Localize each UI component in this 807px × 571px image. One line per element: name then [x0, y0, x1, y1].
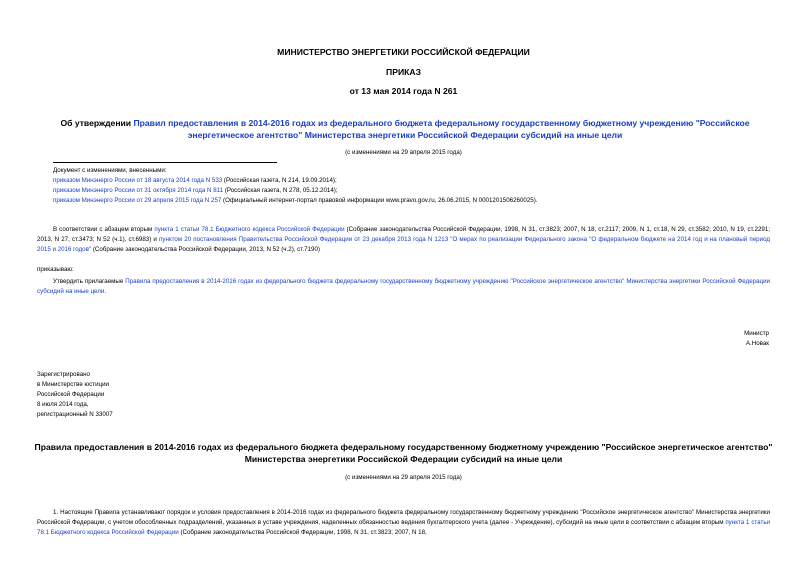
document-title-prefix: Об утверждении — [60, 118, 134, 128]
registration-line: в Министерстве юстиции — [37, 381, 110, 388]
government-decree-link[interactable]: пунктом 20 постановления Правительства Российской Федерации от 23 декабря 2013 года N 1213 "О мерах по реализации Федерального закона "О федеральном бюджете на 2014 год и на плановый период 2015 и 2016 годов" — [37, 236, 770, 253]
rules-title: Правила предоставления в 2014-2016 годах из федерального бюджета федеральному государственному бюджетному учреждению "Российское энергетическое агентство" Министерства энергетики Российской Федерации субсидий на иные цели — [34, 442, 773, 464]
registration-line: Российской Федерации — [37, 391, 105, 398]
amendment-link[interactable]: приказом Минэнерго России от 29 апреля 2015 года N 257 — [53, 197, 222, 204]
signature-block — [744, 329, 769, 349]
approve-text: . — [104, 288, 107, 295]
registration-line: регистрационный N 33007 — [37, 411, 113, 418]
preamble-text: (Собрание законодательства Российской Федерации, 2013, N 52 (ч.2), ст.7190) — [91, 246, 320, 253]
amendment-source: (Российская газета, N 278, 05.12.2014); — [223, 187, 338, 194]
amendments-divider — [53, 162, 277, 163]
signer-position: Министр — [744, 330, 769, 337]
document-title — [55, 117, 755, 141]
rules-changes-note: (с изменениями на 29 апреля 2015 года) — [345, 474, 462, 481]
amendment-item — [53, 186, 753, 196]
document-date-number: от 13 мая 2014 года N 261 — [349, 86, 458, 96]
rules-budget-code-link[interactable]: пункта 1 статьи 78.1 Бюджетного кодекса Российской Федерации — [37, 519, 770, 536]
amendment-source: (Российская газета, N 214, 19.09.2014); — [222, 177, 337, 184]
budget-code-link[interactable]: пункта 1 статьи 78.1 Бюджетного кодекса Российской Федерации — [154, 226, 345, 233]
registration-block — [37, 370, 113, 420]
ministry-heading: МИНИСТЕРСТВО ЭНЕРГЕТИКИ РОССИЙСКОЙ ФЕДЕРАЦИИ — [277, 47, 530, 57]
amendments-block — [53, 166, 753, 206]
registration-line: 8 июля 2014 года, — [37, 401, 89, 408]
approve-paragraph — [37, 277, 770, 297]
document-title-link[interactable]: Правил предоставления в 2014-2016 годах из федерального бюджета федеральному государственному бюджетному учреждению "Российское энергетическое агентство" Министерства энергетики Российской Федерации субсидий на иные цели — [133, 118, 750, 140]
approve-text: Утвердить прилагаемые — [53, 278, 126, 285]
rules-link[interactable]: Правила предоставления в 2014-2016 годах из федерального бюджета федеральному государственному бюджетному учреждению "Российское энергетическое агентство" Министерства энергетики Российской Федерации субсидий на иные цели — [37, 278, 770, 295]
document-type-heading: ПРИКАЗ — [386, 67, 421, 77]
signer-name: А.Новак — [745, 340, 769, 347]
preamble-paragraph — [37, 225, 770, 255]
rules-text: 1. Настоящие Правила устанавливают порядок и условия предоставления в 2014-2016 годах из федерального бюджета федеральному государственному бюджетному учреждению "Российское энергетическое агентство" Министерства энергетики Российской Федерации, с учетом обособленных подразделений, указанных в уставе учреждения, наделенных обязанностью ведения бухгалтерского учета (далее - Учреждение), субсидий на иные цели в соответствии с абзацем вторым — [37, 509, 770, 526]
amendment-link[interactable]: приказом Минэнерго России от 18 августа 2014 года N 533 — [53, 177, 223, 184]
amendments-intro: Документ с изменениями, внесенными: — [53, 167, 167, 174]
rules-text: (Собрание законодательства Российской Федерации, 1998, N 31, ст.3823; 2007, N 18, — [178, 529, 427, 536]
registration-line: Зарегистрировано — [37, 371, 90, 378]
amendment-item — [53, 176, 753, 186]
amendment-link[interactable]: приказом Минэнерго России от 31 октября 2014 года N 811 — [53, 187, 224, 194]
order-word: приказываю: — [37, 266, 74, 273]
changes-note: (с изменениями на 29 апреля 2015 года) — [345, 149, 462, 156]
amendment-source: (Официальный интернет-портал правовой информации www.pravo.gov.ru, 26.06.2015, N 0001201506260025). — [221, 197, 538, 204]
preamble-text: В соответствии с абзацем вторым — [53, 226, 155, 233]
amendment-item — [53, 196, 753, 206]
preamble-text: (Собрание законодательства Российской Федерации, 1998, N 31, ст.3823; 2007, N 18, ст.2117; 2009, N 1, ст.18, N 29, ст.3582; 2010, N 19, ст.2291; 2013, N 27, ст.3473; N 52 (ч.1), ст.6983) и — [37, 226, 771, 243]
rules-paragraph-1 — [37, 508, 770, 538]
